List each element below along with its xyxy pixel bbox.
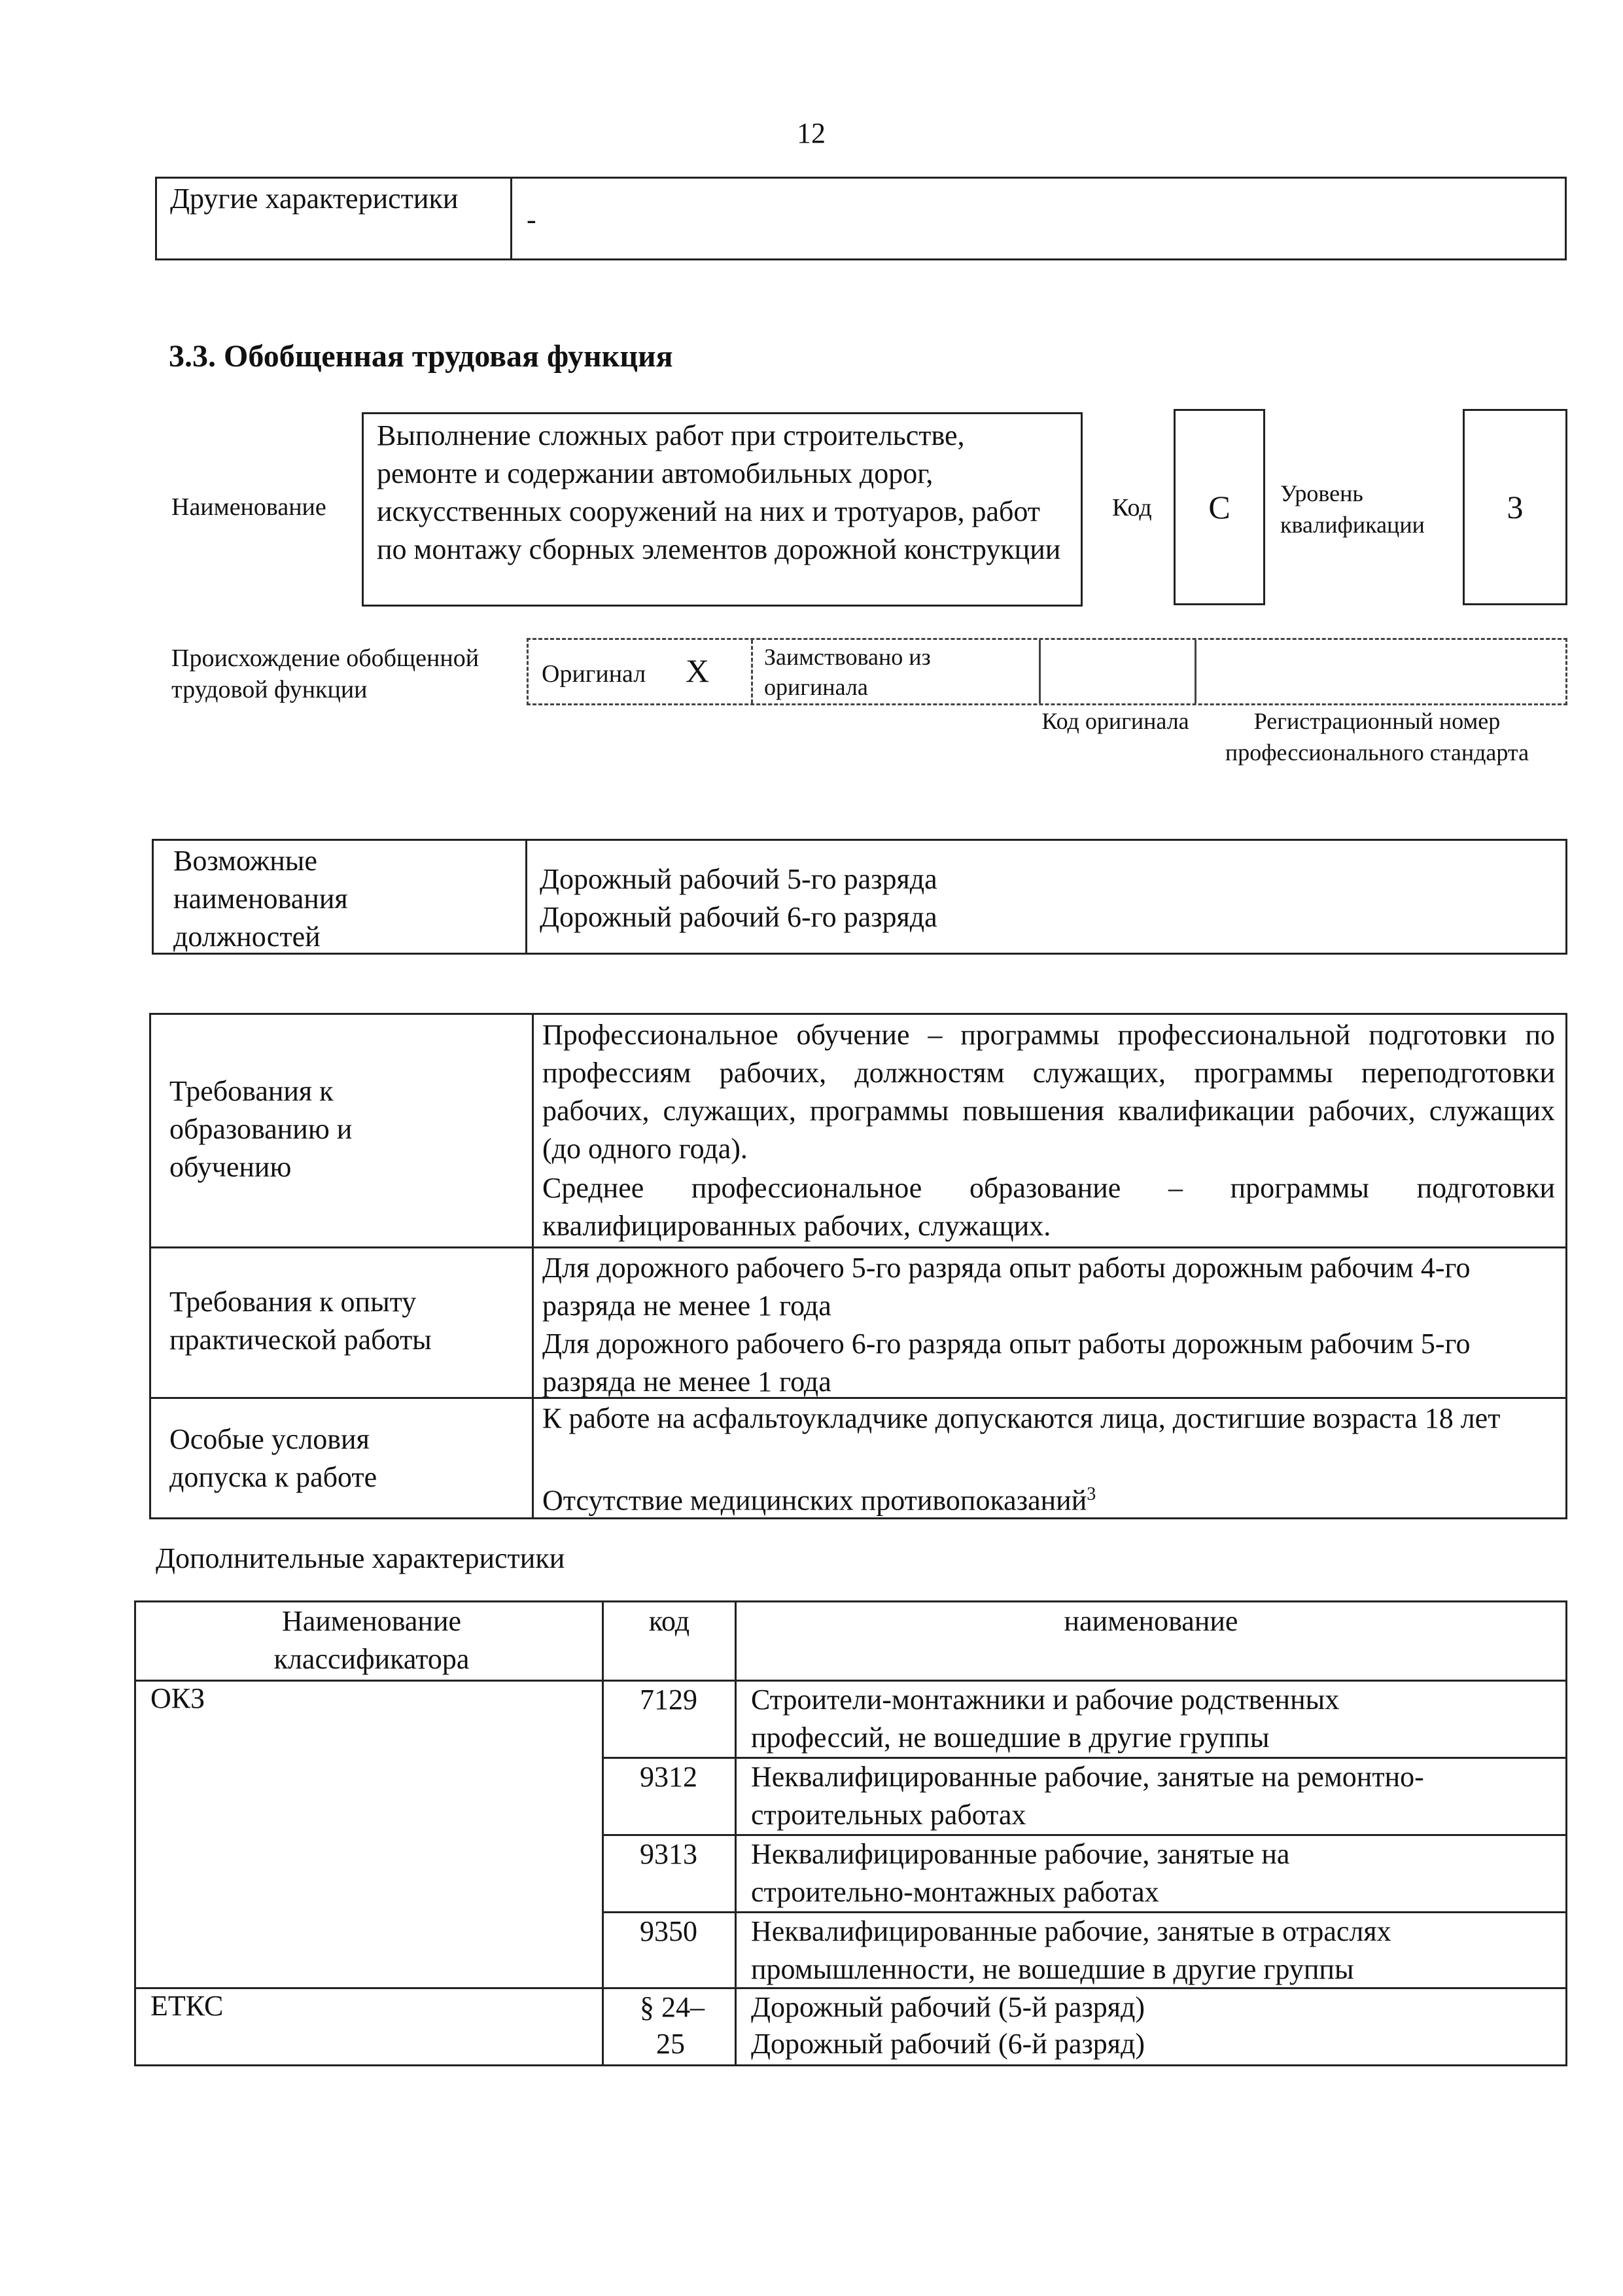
okz-name-3: Неквалифицированные рабочие, занятые на строительно-монтажных работах: [751, 1838, 1290, 1908]
origin-original-label: Оригинал: [542, 660, 646, 688]
positions-item-2: Дорожный рабочий 6-го разряда: [540, 901, 937, 933]
etks-name-1: Дорожный рабочий (5-й разряд): [751, 1991, 1145, 2023]
origin-original-mark: X: [686, 652, 710, 689]
special-text-2: Отсутствие медицинских противопоказаний$^3$: [542, 1484, 1096, 1517]
header-code: код: [648, 1605, 690, 1637]
experience-label: Требования к опыту практической работы: [169, 1286, 432, 1356]
header-name: наименование: [1064, 1605, 1238, 1637]
gtf-level-value: 3: [1507, 489, 1524, 525]
etks-code-2: 25: [656, 2028, 685, 2060]
origin-borrowed-label: Заимствовано из оригинала: [764, 644, 931, 700]
gtf-name-label: Наименование: [171, 493, 326, 521]
education-text-1: Профессиональное обучение – программы профессиональной подготовки по профессиям рабочих, должностям служащих, программы переподготовки рабочих, служащих, программы повышения квалификации рабочих, служащих (до одного года).: [542, 1019, 1555, 1165]
other-chars-table: [155, 177, 1567, 260]
gtf-code-value: C: [1208, 489, 1230, 525]
gtf-code-box: [1174, 409, 1265, 605]
gtf-level-label: Уровень квалификации: [1280, 480, 1425, 538]
okz-name-1: Строители-монтажники и рабочие родственных профессий, не вошедшие в другие группы: [751, 1684, 1340, 1754]
page-number: 12: [797, 117, 826, 149]
positions-table: [152, 839, 1567, 955]
positions-label: Возможные наименования должностей: [173, 845, 348, 953]
additional-table: [134, 1600, 1567, 2066]
etks-code-1: § 24–: [640, 1991, 705, 2023]
okz-code-1: 7129: [640, 1684, 697, 1716]
education-text-2: Среднее профессиональное образование – программы подготовки квалифицированных рабочих, служащих.: [542, 1172, 1555, 1242]
okz-code-4: 9350: [640, 1915, 697, 1947]
okz-code-2: 9312: [640, 1761, 697, 1793]
origin-label: Происхождение обобщенной трудовой функции: [171, 645, 480, 703]
experience-text-1: Для дорожного рабочего 5-го разряда опыт работы дорожным рабочим 4-го разряда не менее 1 года: [542, 1252, 1471, 1322]
section-title: 3.3. Обобщенная трудовая функция: [169, 339, 673, 374]
education-label: Требования к образованию и обучению: [169, 1075, 353, 1183]
experience-text-2: Для дорожного рабочего 6-го разряда опыт работы дорожным рабочим 5-го разряда не менее 1 года: [542, 1328, 1471, 1398]
additional-title: Дополнительные характеристики: [156, 1542, 565, 1574]
gtf-code-label: Код: [1112, 494, 1152, 521]
gtf-level-box: [1463, 409, 1567, 605]
okz-label: ОКЗ: [150, 1682, 205, 1714]
okz-code-3: 9313: [640, 1838, 697, 1870]
footnote-3: 3: [1087, 1484, 1096, 1504]
origin-code-caption: Код оригинала: [1041, 708, 1189, 734]
requirements-table: [149, 1013, 1567, 1519]
special-text-1: К работе на асфальтоукладчике допускаются лица, достигшие возраста 18 лет: [542, 1402, 1501, 1434]
origin-row: [527, 638, 1567, 705]
etks-name-2: Дорожный рабочий (6-й разряд): [751, 2028, 1145, 2060]
okz-name-2: Неквалифицированные рабочие, занятые на ремонтно-строительных работах: [751, 1761, 1424, 1831]
other-chars-value: -: [527, 203, 536, 236]
other-chars-label: Другие характеристики: [170, 183, 459, 215]
okz-name-4: Неквалифицированные рабочие, занятые в отраслях промышленности, не вошедшие в другие группы: [751, 1915, 1391, 1985]
positions-item-1: Дорожный рабочий 5-го разряда: [540, 863, 937, 895]
gtf-name-box: [362, 412, 1083, 607]
special-label: Особые условия допуска к работе: [169, 1423, 377, 1493]
gtf-name-value: Выполнение сложных работ при строительстве, ремонте и содержании автомобильных дорог, искусственных сооружений на них и тротуаров, работ по монтажу сборных элементов дорожной конструкции: [377, 419, 1061, 565]
origin-reg-caption: Регистрационный номер профессионального стандарта: [1225, 708, 1529, 766]
header-classifier: Наименование классификатора: [273, 1605, 470, 1675]
etks-label: ЕТКС: [150, 1990, 224, 2022]
